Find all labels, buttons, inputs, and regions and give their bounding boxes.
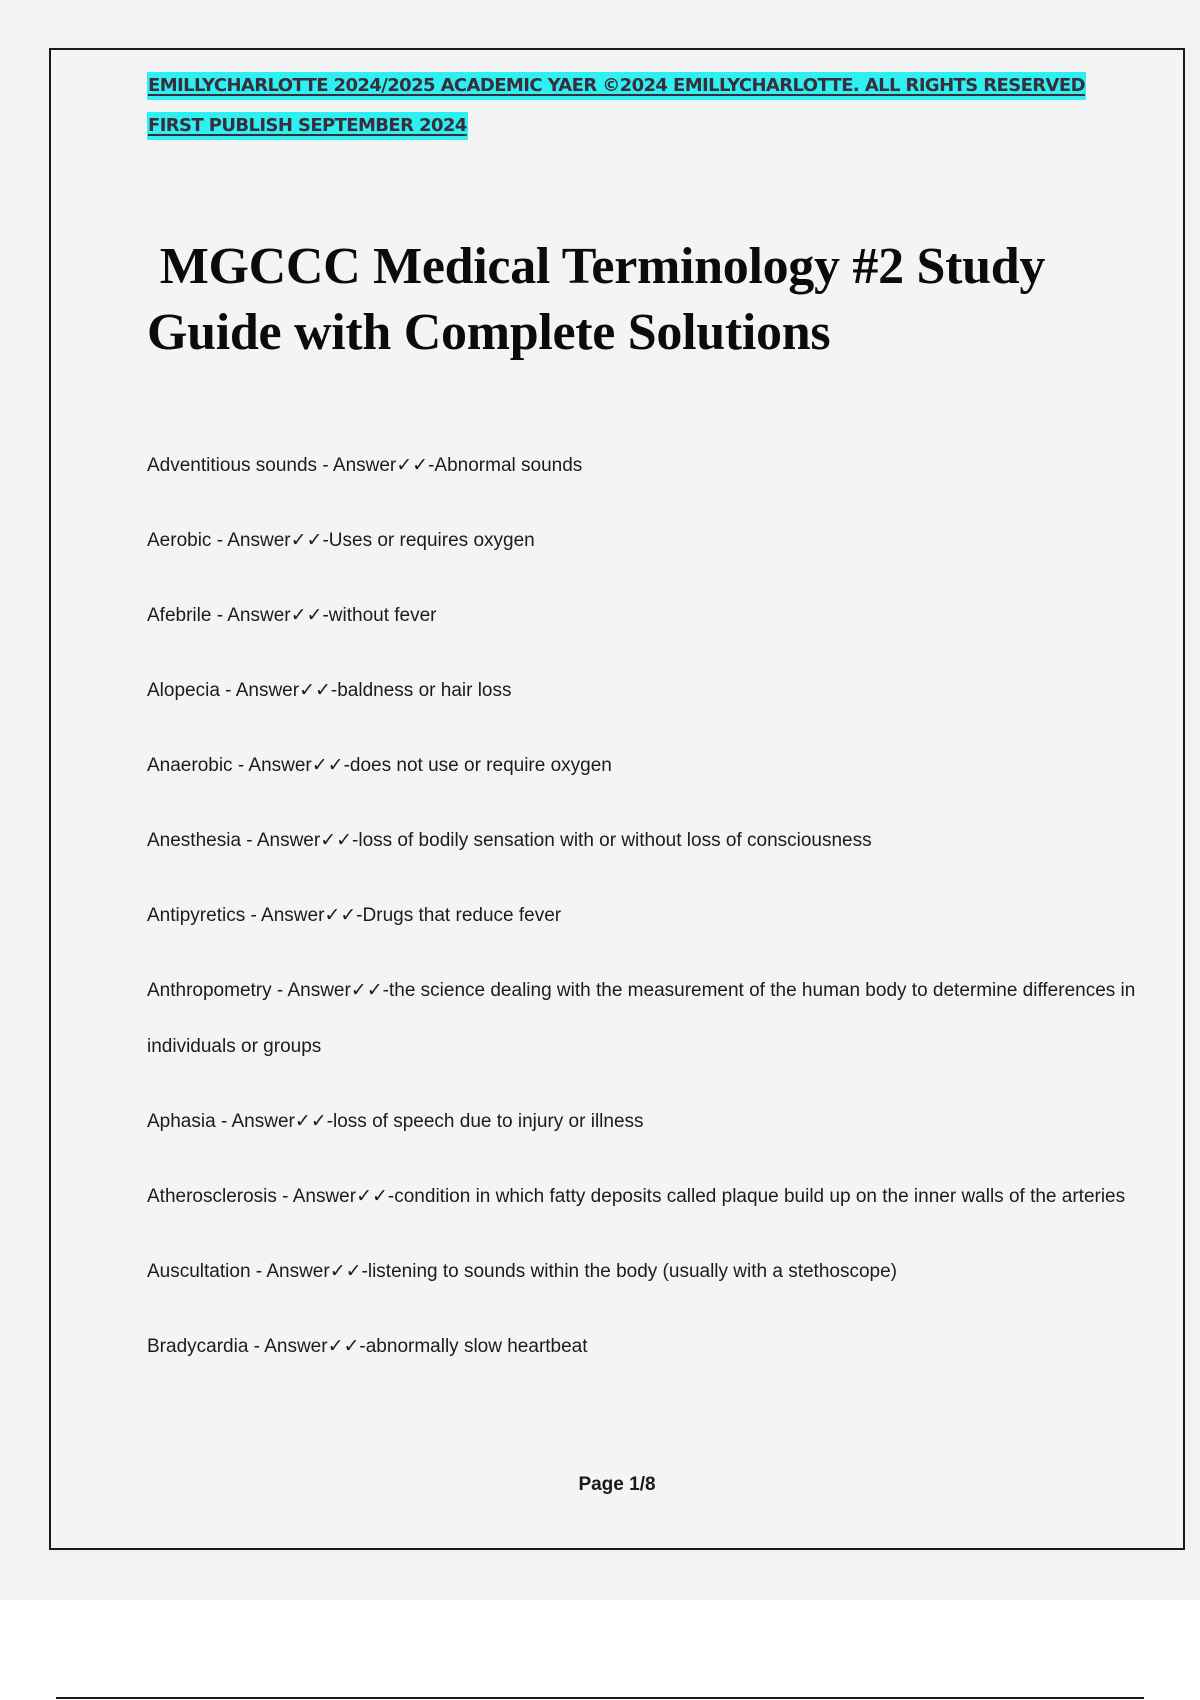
document-title [147,234,1137,366]
term-entry-anaerobic: Anaerobic - Answer✓✓-does not use or require oxygen [147,755,612,776]
publish-date-header: FIRST PUBLISH SEPTEMBER 2024 [147,112,468,140]
term-entry-auscultation: Auscultation - Answer✓✓-listening to sounds within the body (usually with a stethoscope) [147,1261,897,1282]
term-entry-anthropometry: Anthropometry - Answer✓✓-the science dealing with the measurement of the human body to determine differences in individuals or groups [147,980,1136,1057]
term-entry-afebrile: Afebrile - Answer✓✓-without fever [147,605,437,626]
page-number: Page 1/8 [578,1474,656,1495]
page-content [147,72,1137,1394]
term-entry-adventitious-sounds: Adventitious sounds - Answer✓✓-Abnormal sounds [147,455,583,476]
document-page [49,48,1185,1550]
next-page-divider [56,1697,1144,1699]
term-entry-bradycardia: Bradycardia - Answer✓✓-abnormally slow heartbeat [147,1336,588,1357]
title-line-1: MGCCC Medical Terminology #2 Study [147,238,1046,295]
term-entry-alopecia: Alopecia - Answer✓✓-baldness or hair loss [147,680,512,701]
term-entry-anesthesia: Anesthesia - Answer✓✓-loss of bodily sensation with or without loss of consciousness [147,830,872,851]
copyright-header: EMILLYCHARLOTTE 2024/2025 ACADEMIC YAER ©2024 EMILLYCHARLOTTE. ALL RIGHTS RESERVED [147,72,1086,100]
term-entry-antipyretics: Antipyretics - Answer✓✓-Drugs that reduce fever [147,905,562,926]
term-entry-atherosclerosis: Atherosclerosis - Answer✓✓-condition in which fatty deposits called plaque build up on the inner walls of the arteries [147,1186,1126,1207]
term-list [147,438,1137,1375]
title-line-2: Guide with Complete Solutions [147,304,831,361]
term-entry-aerobic: Aerobic - Answer✓✓-Uses or requires oxygen [147,530,535,551]
term-entry-aphasia: Aphasia - Answer✓✓-loss of speech due to injury or illness [147,1111,644,1132]
